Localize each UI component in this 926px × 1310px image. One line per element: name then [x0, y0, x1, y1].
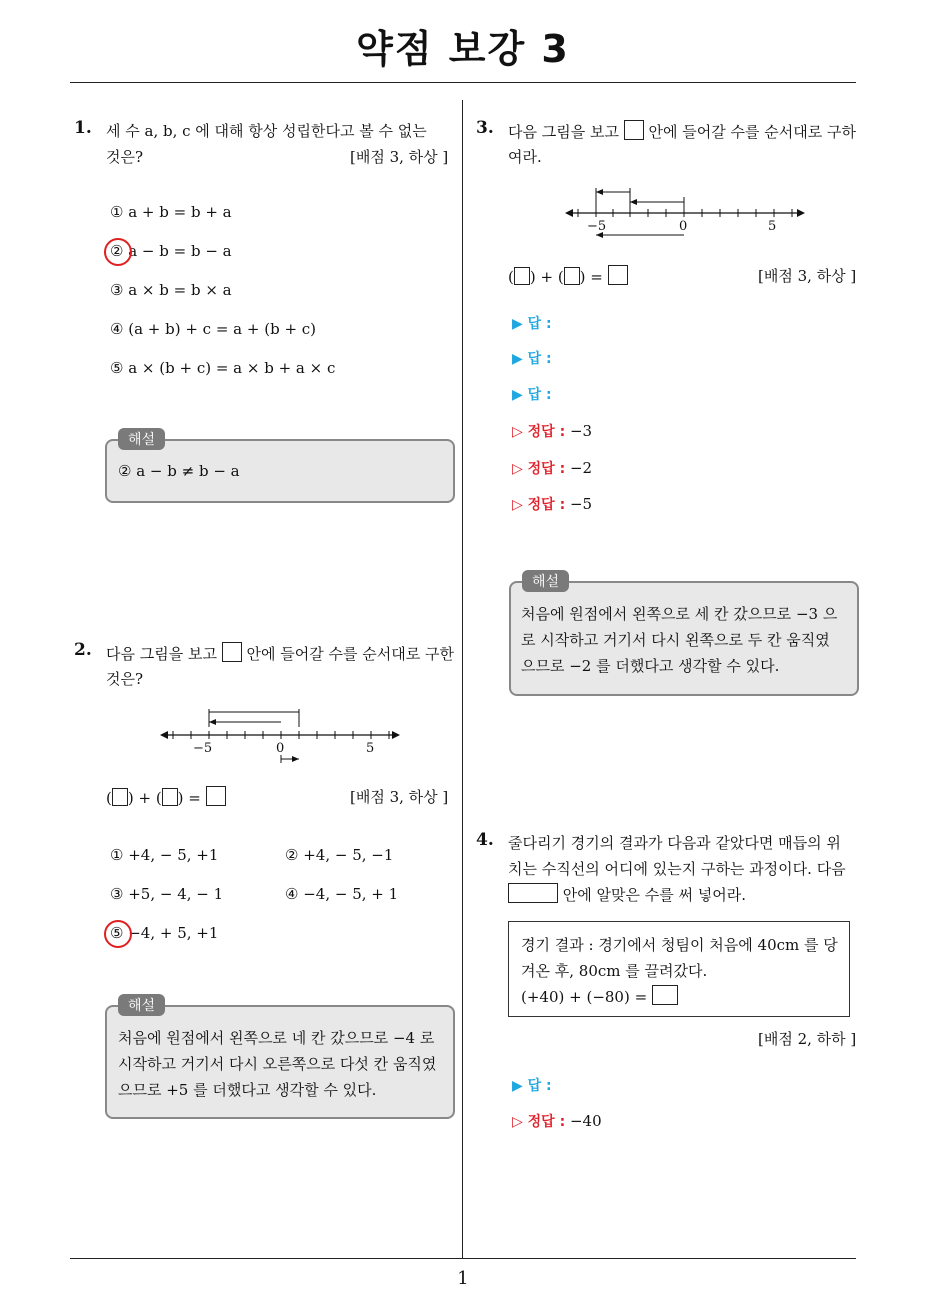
question-text: 안에 알맞은 수를 써 넣어라. [558, 886, 746, 904]
blank-box [508, 883, 558, 903]
result-text: 겨온 후, 80cm 를 끌려갔다. [521, 962, 708, 980]
equation-text: ) = [177, 789, 201, 807]
option[interactable]: ② +4, − 5, −1 [285, 846, 394, 864]
equation [508, 265, 628, 286]
blank-box [206, 786, 226, 806]
bottom-rule [70, 1258, 856, 1259]
axis-label: 5 [366, 741, 375, 756]
score-meta: [배점 3, 하상 ] [350, 148, 449, 166]
page-number: 1 [457, 1268, 469, 1289]
question-text: 것은? [106, 148, 144, 166]
option[interactable]: ① a + b = b + a [110, 203, 232, 221]
correct-value: −2 [569, 459, 593, 477]
question-text: 세 수 a, b, c 에 대해 항상 성립한다고 볼 수 없는 [106, 122, 427, 140]
page-title: 약점 보강 3 [356, 27, 570, 71]
option[interactable]: ① +4, − 5, +1 [110, 846, 219, 864]
axis-label: −5 [193, 741, 213, 756]
blank-box [652, 985, 678, 1005]
result-text: 경기 결과 : 경기에서 청팀이 처음에 40cm 를 당 [521, 936, 838, 954]
explanation-text: 으므로 +5 를 더했다고 생각할 수 있다. [118, 1081, 377, 1099]
question-text: 다음 그림을 보고 [106, 645, 222, 663]
axis-label: 0 [679, 219, 688, 234]
correct-label: ▷ 정답 : [512, 1114, 566, 1130]
equation-text: ( [106, 789, 112, 807]
number-line [160, 705, 400, 765]
blank-box [112, 788, 128, 806]
option[interactable]: ③ a × b = b × a [110, 281, 232, 299]
blank-box [222, 642, 242, 662]
explanation-tag: 해설 [522, 570, 569, 592]
axis-label: 5 [768, 219, 777, 234]
correct-label: ▷ 정답 : [512, 497, 566, 513]
answer-field[interactable]: ▶ 답 : [512, 387, 552, 403]
blank-box [624, 120, 644, 140]
answer-field[interactable]: ▶ 답 : [512, 316, 552, 332]
question-number: 1. [74, 118, 92, 138]
option[interactable]: ⑤ −4, + 5, +1 [110, 924, 219, 942]
correct-value: −5 [569, 495, 593, 513]
equation-text: ) + ( [529, 268, 564, 286]
correct-value: −40 [569, 1112, 602, 1130]
correct-label: ▷ 정답 : [512, 461, 566, 477]
correct-answer [512, 494, 592, 514]
question-text: 다음 그림을 보고 [508, 123, 624, 141]
option[interactable]: ③ +5, − 4, − 1 [110, 885, 224, 903]
question-number: 3. [476, 118, 494, 138]
explanation-text: ② a − b ≠ b − a [118, 462, 240, 480]
answer-field[interactable]: ▶ 답 : [512, 351, 552, 367]
question-text: 것은? [106, 670, 144, 688]
explanation-text: 로 시작하고 거기서 다시 왼쪽으로 두 칸 움직였 [521, 631, 830, 649]
answer-field[interactable]: ▶ 답 : [512, 1078, 552, 1094]
blank-box [608, 265, 628, 285]
question-text: 안에 들어갈 수를 순서대로 구하 [643, 123, 856, 141]
explanation-text: 시작하고 거기서 다시 오른쪽으로 다섯 칸 움직였 [118, 1055, 437, 1073]
explanation-text: 처음에 원점에서 왼쪽으로 세 칸 갔으므로 −3 으 [521, 605, 838, 623]
axis-label: −5 [587, 219, 607, 234]
equation-text: ) = [579, 268, 603, 286]
score-meta: [배점 3, 하상 ] [758, 267, 857, 285]
question-text: 여라. [508, 148, 542, 166]
correct-label: ▷ 정답 : [512, 424, 566, 440]
question-number: 4. [476, 830, 494, 850]
result-text: (+40) + (−80) = [521, 988, 648, 1006]
blank-box [162, 788, 178, 806]
equation-text: ) + ( [127, 789, 162, 807]
number-line [565, 185, 805, 245]
option[interactable]: ⑤ a × (b + c) = a × b + a × c [110, 359, 336, 377]
explanation-text: 으므로 −2 를 더했다고 생각할 수 있다. [521, 657, 780, 675]
explanation-tag: 해설 [118, 994, 165, 1016]
axis-label: 0 [276, 741, 285, 756]
equation-text: ( [508, 268, 514, 286]
explanation-tag: 해설 [118, 428, 165, 450]
blank-box [514, 267, 530, 285]
explanation-text: 처음에 원점에서 왼쪽으로 네 칸 갔으므로 −4 로 [118, 1029, 435, 1047]
option[interactable]: ④ −4, − 5, + 1 [285, 885, 399, 903]
selected-mark-icon [104, 238, 132, 266]
equation [106, 786, 226, 807]
option[interactable]: ④ (a + b) + c = a + (b + c) [110, 320, 317, 338]
selected-mark-icon [104, 920, 132, 948]
blank-box [564, 267, 580, 285]
correct-value: −3 [569, 422, 593, 440]
top-rule [70, 82, 856, 83]
question-text: 치는 수직선의 어디에 있는지 구하는 과정이다. 다음 [508, 860, 846, 878]
question-text: 줄다리기 경기의 결과가 다음과 같았다면 매듭의 위 [508, 834, 841, 852]
correct-answer [512, 421, 592, 441]
score-meta: [배점 2, 하하 ] [758, 1030, 857, 1048]
question-text: 안에 들어갈 수를 순서대로 구한 [241, 645, 454, 663]
correct-answer [512, 1111, 602, 1131]
question-number: 2. [74, 640, 92, 660]
correct-answer [512, 458, 592, 478]
option[interactable]: ② a − b = b − a [110, 242, 232, 260]
score-meta: [배점 3, 하상 ] [350, 788, 449, 806]
column-divider [462, 100, 463, 1258]
